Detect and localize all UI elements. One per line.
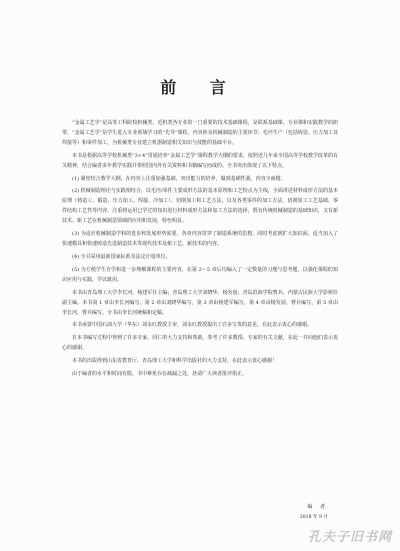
paragraph-reviewer: 本书承蒙中国石油大学（华东）刘永红教授主审，刘永红教授提出了许多宝贵的意见，在此表示衷心的感谢。 xyxy=(72,322,313,329)
paragraph-publishing: 本书的出版得到山东省教育厅、青岛理工大学和科学出版社的大力支持，在此表示衷心感谢！ xyxy=(72,357,278,364)
paragraph-feature-4: (4) 全书采用最新国家标准及法定计量单位。 xyxy=(72,253,171,260)
page-title: 前 言 xyxy=(160,78,240,97)
date: 2018 年 9 月 xyxy=(299,515,328,520)
paragraph-feature-3: (3) 为适应机械制造学科的进步和发展形势需要，各章内容贯穿了制造系统的思想，同时考虑到扩大知识面，适当加入了快速模具和快速铸造先进制造技术等现代技术及新工艺、新技术的内容。 xyxy=(62,231,338,248)
paragraph-authors: 本书由青岛理工大学李长河、杨建军任主编；青岛理工大学刘晓华、杨发展；青岛滨海学院曹兵，内蒙古民族大学彭树任副主编。本书第 1 章由李长河编写，第 2 章由刘晓华编写，第 3 章由杨建军编写，第 4 章由杨发展、曹兵编写，第 5 章由李长河、曹兵编写。全书由李长河统稿和定稿。 xyxy=(62,289,338,316)
preface-body xyxy=(62,118,338,382)
signature: 编 者 xyxy=(307,504,328,510)
paragraph-closing: 由于编者的水平和时间有限，书中难免存在疏漏之处，恳请广大读者批评指正。 xyxy=(72,370,248,377)
paragraph-feature-2: (2) 机械制造理论与实践相结合，以毛坯/零件主要成形方法的基本原理和工艺特点为主线，全面讲述材料成形方法的基本原理（铸造工、锻造、压力加工、焊接、冷加工）、切削加工和工艺方法，以及各类零件的加工方法、切削加工工艺基础、零件结构工艺性等内容。注重将运用已学过的知识进行材料成形方法和加工方法的选择，既有传统机械制造的基础知识，又有新技术、新工艺在机械制造领域的应用和发展，特色明显。 xyxy=(62,188,338,225)
paragraph-basis: 本书是根据高等学校机械类“3+4”贯通培养“金属工艺学”课程教学大纲的要求，按照近几年来全国高等学校教学改革的有关精神，结合编者多年教学实践并参照国内外有关资料和书籍编写而成的。全书突出体现了以下特点。 xyxy=(62,152,338,169)
paragraph-thanks: 在本书编写过程中得到了许多专家、同仁的大力支持和帮助，参考了许多教授、专家的有关文献，在此一并向他们表示衷心的感谢。 xyxy=(62,335,338,352)
watermark: 孔夫子旧书网 xyxy=(307,530,392,545)
paragraph-intro: “金属工艺学”是高等工科院校机械类、近机类各专业的一门重要的技术基础课程，是联系基础课、专业课和实践教学的纽带。“金属工艺学”是学生进入专业领域学习的“先导”课程，内容涉及机械制造的主要环节：毛坯生产（包括铸造、压力加工及焊接等）和零件加工，为机械类专业建立机器制造相关知识与技能的基础平台。 xyxy=(62,120,338,146)
paragraph-feature-1: (1) 紧密结合教学大纲，在内容上注重加强基础，突出能力的培养，做到基础性强，内容少而精。 xyxy=(72,175,286,182)
paragraph-feature-5: (5) 为方便学生自学和进一步理解课程的主要内容，在第 2～5 章后均编入了一定数量的习题与思考题，以强化课程的知识应用与实践，学以致用。 xyxy=(62,266,338,283)
